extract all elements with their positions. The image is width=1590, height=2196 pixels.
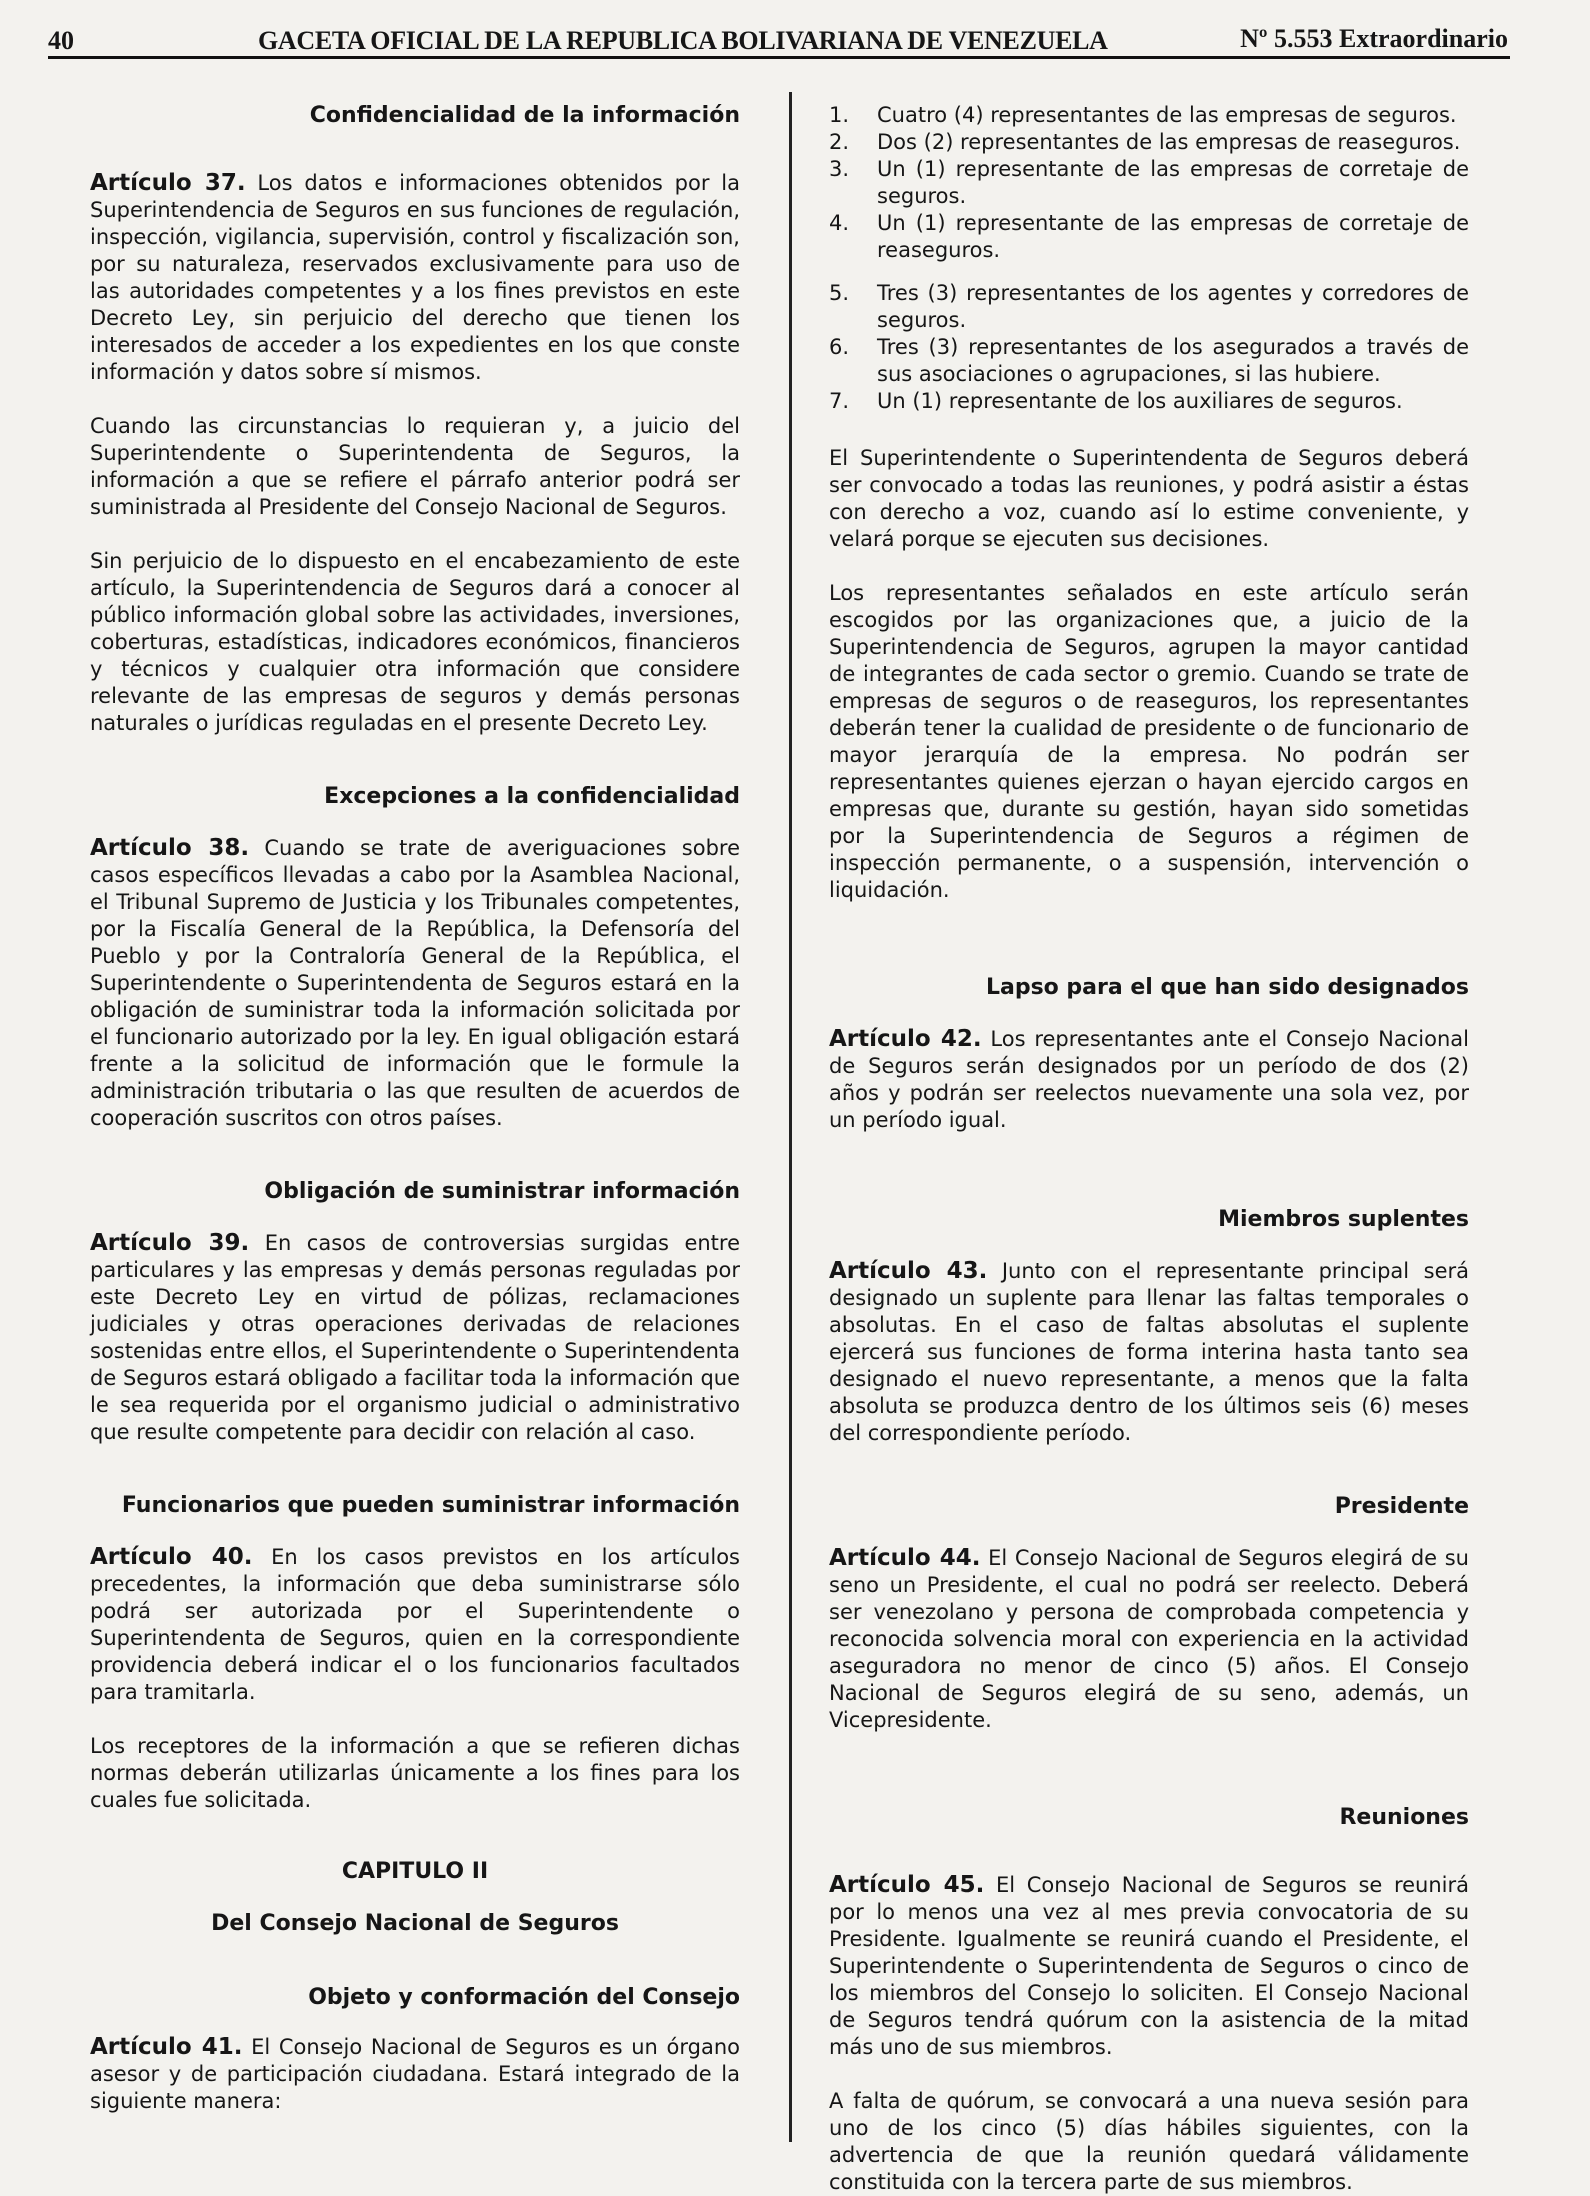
heading-reuniones: Reuniones — [1339, 1805, 1469, 1830]
article-43-label: Artículo 43. — [829, 1258, 988, 1284]
article-37-paragraph-3: Sin perjuicio de lo dispuesto en el encabezamiento de este artículo, la Superintendencia de Seguros dará a conocer al público información global sobre las actividades, inversiones, coberturas, estadísticas, indicadores económicos, financieros y técnicos y cualquier otra información que considere relevante de las empresas de seguros y demás personas naturales o jurídicas reguladas en el presente Decreto Ley. — [90, 549, 740, 735]
article-40-text: En los casos previstos en los artículos precedentes, la información que deba suministrarse sólo podrá ser autorizada por el Superintendente o Superintendenta de Seguros, quien en la correspondiente providencia deberá indicar el o los funcionarios facultados para tramitarla. — [90, 1545, 740, 1704]
right-column — [829, 92, 1469, 2196]
list-item: 6. Tres (3) representantes de los asegurados a través de sus asociaciones o agrupaciones, si las hubiere. — [829, 335, 1469, 386]
article-45-text: El Consejo Nacional de Seguros se reunirá por lo menos una vez al mes previa convocatoria de su Presidente. Igualmente se reunirá cuando el Presidente, el Superintendente o Superintendenta de Seguros o cinco de los miembros del Consejo lo soliciten. El Consejo Nacional de Seguros tendrá quórum con la asistencia de la mitad más uno de sus miembros. — [829, 1873, 1469, 2059]
article-41-paragraph-1 — [90, 2034, 740, 2115]
heading-objeto: Objeto y conformación del Consejo — [308, 1985, 740, 2010]
heading-funcionarios: Funcionarios que pueden suministrar información — [121, 1493, 740, 1518]
article-43-paragraph-1 — [829, 1258, 1469, 1447]
article-41-text: El Consejo Nacional de Seguros es un órgano asesor y de participación ciudadana. Estará integrado de la siguiente manera: — [90, 2035, 740, 2113]
article-37-paragraph-1 — [90, 170, 740, 386]
article-38-paragraph-1 — [90, 835, 740, 1132]
article-41-paragraph-3: Los representantes señalados en este artículo serán escogidos por las organizaciones que, a juicio de la Superintendencia de Seguros, agrupen la mayor cantidad de integrantes de cada sector o gremio. Cuando se trate de empresas de seguros o de reaseguros, los representantes deberán tener la cualidad de presidente o de funcionario de mayor jerarquía de la empresa. No podrán ser representantes quienes ejerzan o hayan ejercido cargos en empresas que, durante su gestión, hayan sido sometidas por la Superintendencia de Seguros a régimen de inspección permanente, o a suspensión, intervención o liquidación. — [829, 581, 1469, 902]
article-39-text: En casos de controversias surgidas entre particulares y las empresas y demás personas reguladas por este Decreto Ley en virtud de pólizas, reclamaciones judiciales y otras operaciones derivadas de relaciones sostenidas entre ellos, el Superintendente o Superintendenta de Seguros estará obligado a facilitar toda la información que le sea requerida por el organismo judicial o administrativo que resulte competente para decidir con relación al caso. — [90, 1231, 740, 1444]
article-40-label: Artículo 40. — [90, 1544, 253, 1570]
article-44-paragraph-1 — [829, 1545, 1469, 1734]
article-39-label: Artículo 39. — [90, 1230, 250, 1256]
list-item: 7. Un (1) representante de los auxiliares de seguros. — [829, 389, 1403, 413]
article-39-paragraph-1 — [90, 1230, 740, 1446]
heading-presidente: Presidente — [1334, 1494, 1469, 1519]
heading-obligacion: Obligación de suministrar información — [264, 1179, 740, 1204]
article-42-paragraph-1 — [829, 1026, 1469, 1134]
article-44-label: Artículo 44. — [829, 1545, 981, 1571]
chapter-title: Del Consejo Nacional de Seguros — [211, 1911, 619, 1936]
article-42-text: Los representantes ante el Consejo Nacional de Seguros serán designados por un período de dos (2) años y podrán ser reelectos nuevamente una sola vez, por un período igual. — [829, 1027, 1469, 1132]
heading-excepciones: Excepciones a la confidencialidad — [324, 784, 740, 809]
article-37-label: Artículo 37. — [90, 170, 246, 196]
list-item: 3. Un (1) representante de las empresas de corretaje de seguros. — [829, 157, 1469, 208]
page-header — [48, 22, 1508, 58]
article-41-paragraph-2: El Superintendente o Superintendenta de Seguros deberá ser convocado a todas las reuniones, y podrá asistir a éstas con derecho a voz, cuando así lo estime conveniente, y velará porque se ejecuten sus decisiones. — [829, 446, 1469, 551]
article-38-text: Cuando se trate de averiguaciones sobre casos específicos llevadas a cabo por la Asamblea Nacional, el Tribunal Supremo de Justicia y los Tribunales competentes, por la Fiscalía General de la República, la Defensoría del Pueblo y por la Contraloría General de la República, el Superintendente o Superintendenta de Seguros estará en la obligación de suministrar toda la información solicitada por el funcionario autorizado por la ley. En igual obligación estará frente a la solicitud de información que le formule la administración tributaria o las que resulten de acuerdos de cooperación suscritos con otros países. — [90, 836, 740, 1130]
council-composition-list — [829, 102, 1469, 415]
article-44-text: El Consejo Nacional de Seguros elegirá de su seno un Presidente, el cual no podrá ser reelecto. Deberá ser venezolano y persona de comprobada competencia y reconocida solvencia moral con experiencia en la actividad aseguradora no menor de cinco (5) años. El Consejo Nacional de Seguros elegirá de su seno, además, un Vicepresidente. — [829, 1546, 1469, 1732]
list-item: 1. Cuatro (4) representantes de las empresas de seguros. — [829, 103, 1457, 127]
page-number: 40 — [48, 26, 74, 55]
publication-title: GACETA OFICIAL DE LA REPUBLICA BOLIVARIANA DE VENEZUELA — [258, 26, 1108, 55]
article-41-label: Artículo 41. — [90, 2034, 243, 2060]
list-item: 5. Tres (3) representantes de los agentes y corredores de seguros. — [829, 281, 1469, 332]
article-43-text: Junto con el representante principal será designado un suplente para llenar las faltas temporales o absolutas. En el caso de faltas absolutas el suplente ejercerá sus funciones de forma interina hasta tanto sea designado el nuevo representante, a menos que la falta absoluta se produzca dentro de los últimos seis (6) meses del correspondiente período. — [829, 1259, 1469, 1445]
article-45-paragraph-1 — [829, 1872, 1469, 2061]
column-divider — [789, 92, 792, 2142]
article-37-paragraph-2: Cuando las circunstancias lo requieran y, a juicio del Superintendente o Superintendenta de Seguros, la información a que se refiere el párrafo anterior podrá ser suministrada al Presidente del Consejo Nacional de Seguros. — [90, 414, 740, 519]
heading-confidencialidad: Confidencialidad de la información — [309, 103, 740, 128]
list-item: 4. Un (1) representante de las empresas de corretaje de reaseguros. — [829, 211, 1469, 262]
heading-lapso: Lapso para el que han sido designados — [985, 975, 1469, 1000]
heading-suplentes: Miembros suplentes — [1218, 1207, 1469, 1232]
article-38-label: Artículo 38. — [90, 835, 250, 861]
article-40-paragraph-1 — [90, 1544, 740, 1706]
article-45-paragraph-2: A falta de quórum, se convocará a una nueva sesión para uno de los cinco (5) días hábiles siguientes, con la advertencia de que la reunión quedará válidamente constituida con la tercera parte de sus miembros. — [829, 2089, 1469, 2194]
article-42-label: Artículo 42. — [829, 1026, 982, 1052]
list-item: 2. Dos (2) representantes de las empresas de reaseguros. — [829, 130, 1461, 154]
chapter-number: CAPITULO II — [341, 1859, 489, 1884]
header-rule — [48, 56, 1510, 59]
article-40-paragraph-2: Los receptores de la información a que se refieren dichas normas deberán utilizarlas únicamente a los fines para los cuales fue solicitada. — [90, 1734, 740, 1812]
left-column — [90, 92, 740, 2115]
article-45-label: Artículo 45. — [829, 1872, 985, 1898]
article-37-text: Los datos e informaciones obtenidos por la Superintendencia de Seguros en sus funciones de regulación, inspección, vigilancia, supervisión, control y fiscalización son, por su naturaleza, reservados exclusivamente para uso de las autoridades competentes y a los fines previstos en este Decreto Ley, sin perjuicio del derecho que tienen los interesados de acceder a los expedientes en los que conste información y datos sobre sí mismos. — [90, 171, 740, 384]
issue-number: Nº 5.553 Extraordinario — [1240, 24, 1508, 53]
